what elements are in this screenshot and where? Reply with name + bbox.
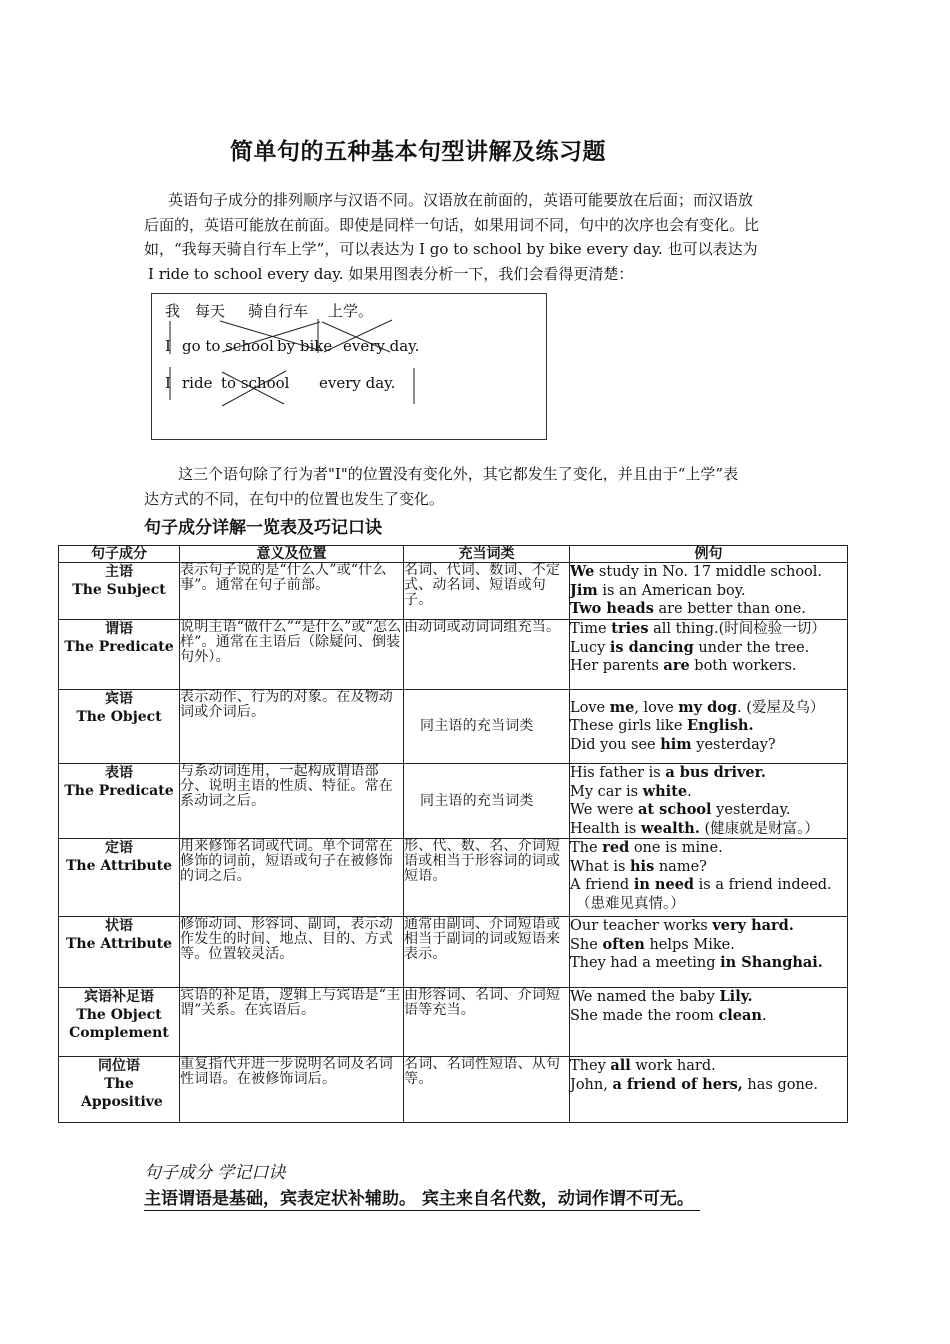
example-highlight: tries — [611, 620, 649, 637]
component-cn: 谓语 — [105, 621, 133, 637]
component-cn: 表语 — [105, 765, 133, 781]
example-sentence — [570, 699, 847, 718]
diagram-en1-by-bike: by bike — [277, 337, 333, 355]
example-text: Did you see — [570, 736, 661, 753]
example-text: The — [570, 840, 603, 856]
example-highlight: wealth. — [640, 819, 700, 837]
example-highlight: me — [609, 698, 635, 716]
example-text: is a friend indeed. — [694, 877, 832, 893]
example-highlight: are — [663, 657, 690, 674]
meaning-cell: 与系动词连用，一起构成谓语部分、说明主语的性质、特征。常在系动词之后。 — [180, 764, 404, 839]
example-text: Love — [570, 699, 610, 716]
example-text: She — [570, 936, 603, 953]
component-en: The Predicate — [64, 783, 174, 799]
component-cell — [59, 988, 180, 1057]
example-text: Time — [570, 621, 612, 637]
example-sentence — [570, 717, 847, 736]
word-class-cell: 形、代、数、名、介词短语或相当于形容词的词或短语。 — [404, 839, 570, 917]
example-sentence — [570, 764, 847, 783]
example-text: work hard. — [630, 1058, 716, 1074]
meaning-cell: 用来修饰名词或代词。单个词常在修饰的词前，短语或句子在被修饰的词之后。 — [180, 839, 404, 917]
example-text: under the tree. — [693, 639, 810, 656]
example-cell — [570, 563, 848, 620]
table-row — [59, 839, 848, 917]
diagram-cn-shangxue: 上学。 — [328, 302, 374, 320]
example-sentence — [570, 1057, 847, 1076]
example-text: . (爱屋及乌） — [737, 699, 825, 716]
example-sentence — [570, 839, 847, 858]
diagram-en2-to-school: to school — [221, 374, 290, 392]
example-text: are better than one. — [653, 601, 806, 617]
example-text: Her parents — [570, 658, 664, 674]
example-highlight: red — [602, 839, 630, 856]
example-highlight: Lily. — [719, 988, 753, 1005]
example-text: both workers. — [689, 658, 797, 674]
example-sentence — [570, 563, 847, 582]
example-highlight: him — [660, 735, 692, 753]
example-sentence — [570, 936, 847, 955]
example-cell — [570, 917, 848, 988]
component-en: The Object Complement — [69, 1007, 169, 1041]
meaning-cell: 修饰动词、形容词、副词，表示动作发生的时间、地点、目的、方式等。位置较灵活。 — [180, 917, 404, 988]
example-highlight: his — [630, 857, 655, 875]
component-en: The Predicate — [64, 639, 174, 655]
diagram-en1-go-to-school: go to school — [182, 337, 274, 355]
example-cell — [570, 1057, 848, 1123]
example-text: Lucy — [570, 639, 610, 656]
component-cn: 状语 — [105, 918, 133, 934]
component-cell — [59, 690, 180, 764]
component-cn: 宾语 — [105, 691, 133, 707]
example-sentence — [570, 1076, 847, 1095]
example-text: study in No. 17 middle school. — [594, 564, 823, 580]
word-class-cell: 名词、名词性短语、从句等。 — [404, 1057, 570, 1123]
example-text: They had a meeting — [570, 955, 721, 971]
intro-line-4: I ride to school every day. 如果用图表分析一下，我们会看得更清楚： — [148, 265, 634, 283]
diagram-en2-every-day: every day. — [319, 374, 396, 392]
rhyme-text: 主语谓语是基础，宾表定状补辅助。 宾主来自名代数，动词作谓不可无。 — [144, 1184, 700, 1211]
example-text: one is mine. — [629, 840, 723, 856]
header-component: 句子成分 — [59, 546, 180, 563]
component-en: The Subject — [72, 582, 166, 598]
example-highlight: very hard. — [712, 917, 794, 934]
example-highlight: English. — [687, 717, 754, 735]
example-highlight: Two heads — [570, 600, 654, 617]
example-sentence — [570, 917, 847, 936]
component-cn: 宾语补足语 — [84, 989, 154, 1005]
component-cell — [59, 917, 180, 988]
example-sentence — [570, 620, 847, 639]
example-text: A friend — [570, 877, 634, 893]
example-text: His father is — [570, 765, 666, 781]
component-cell — [59, 620, 180, 690]
example-text: . — [687, 783, 692, 800]
example-text: all thing.(时间检验一切） — [648, 621, 826, 637]
table-row — [59, 1057, 848, 1123]
diagram-en2-i: I — [165, 374, 171, 392]
word-order-diagram — [151, 293, 547, 440]
example-highlight: all — [610, 1057, 631, 1074]
example-text: We were — [570, 802, 639, 818]
word-class-cell: 由动词或动词词组充当。 — [404, 620, 570, 690]
component-cn: 定语 — [105, 840, 133, 856]
example-sentence — [570, 1007, 847, 1026]
example-highlight: at school — [638, 801, 712, 818]
word-class-cell: 通常由副词、介词短语或相当于副词的词或短语来表示。 — [404, 917, 570, 988]
component-en: The Attribute — [66, 936, 172, 952]
word-class-cell: 由形容词、名词、介词短语等充当。 — [404, 988, 570, 1057]
example-sentence — [570, 895, 847, 914]
example-highlight: a bus driver. — [665, 764, 766, 781]
table-heading: 句子成分详解一览表及巧记口诀 — [144, 518, 382, 538]
example-sentence — [570, 657, 847, 676]
sentence-components-table — [58, 545, 848, 1123]
word-class-cell: 同主语的充当词类 — [404, 764, 570, 839]
example-cell — [570, 764, 848, 839]
example-text: name? — [654, 858, 707, 875]
example-highlight: a friend of hers, — [612, 1075, 743, 1093]
table-row — [59, 620, 848, 690]
header-meaning: 意义及位置 — [180, 546, 404, 563]
example-sentence — [570, 639, 847, 658]
example-text: My car is — [570, 783, 643, 800]
component-cell — [59, 563, 180, 620]
diagram-en2-ride: ride — [182, 374, 213, 392]
page-title: 简单句的五种基本句型讲解及练习题 — [230, 138, 606, 165]
diagram-cn-qizixingche: 骑自行车 — [248, 302, 309, 320]
component-en: The Attribute — [66, 858, 172, 874]
example-sentence — [570, 876, 847, 895]
example-text: What is — [570, 858, 631, 875]
example-text: We named the baby — [570, 989, 720, 1005]
example-text: yesterday. — [711, 802, 791, 818]
example-text: is an American boy. — [597, 582, 746, 599]
example-cell — [570, 620, 848, 690]
example-highlight: is dancing — [609, 638, 694, 656]
example-cell — [570, 690, 848, 764]
header-example: 例句 — [570, 546, 848, 563]
example-text: . — [761, 1007, 767, 1024]
example-sentence — [570, 736, 847, 755]
intro-line-2: 后面的，英语可能放在前面。即使是同样一句话，如果用词不同，句中的次序也会有变化。比 — [144, 216, 760, 234]
example-text: Health is — [570, 820, 641, 837]
diagram-en1-every-day: every day. — [343, 337, 420, 355]
meaning-cell: 表示句子说的是“什么人”或“什么事”。通常在句子前部。 — [180, 563, 404, 620]
meaning-cell: 说明主语“做什么”“是什么”或“怎么样”。通常在主语后（除疑问、倒装句外）。 — [180, 620, 404, 690]
example-text: has gone. — [742, 1076, 818, 1093]
example-highlight: We — [570, 563, 595, 580]
explanation-line-2: 达方式的不同，在句中的位置也发生了变化。 — [144, 490, 445, 508]
intro-line-3: 如，“我每天骑自行车上学”，可以表达为 I go to school by bike every day. 也可以表达为 — [144, 240, 758, 258]
table-row — [59, 988, 848, 1057]
word-class-cell: 名词、代词、数词、不定式、动名词、短语或句子。 — [404, 563, 570, 620]
explanation-line-1: 这三个语句除了行为者"I"的位置没有变化外，其它都发生了变化，并且由于“上学”表 — [178, 465, 739, 483]
example-highlight: Jim — [570, 581, 598, 599]
meaning-cell: 宾语的补足语，逻辑上与宾语是“主谓”关系。在宾语后。 — [180, 988, 404, 1057]
example-text: John, — [570, 1076, 613, 1093]
component-en: The Appositive — [81, 1076, 163, 1110]
meaning-cell: 重复指代并进一步说明名词及名词性词语。在被修饰词后。 — [180, 1057, 404, 1123]
example-sentence — [570, 582, 847, 601]
header-word-class: 充当词类 — [404, 546, 570, 563]
component-cell — [59, 839, 180, 917]
example-text: , love — [634, 699, 679, 716]
intro-line-1: 英语句子成分的排列顺序与汉语不同。汉语放在前面的，英语可能要放在后面；而汉语放 — [168, 191, 754, 209]
table-row — [59, 563, 848, 620]
example-sentence — [570, 858, 847, 877]
table-row — [59, 690, 848, 764]
rhyme-heading: 句子成分 学记口诀 — [144, 1163, 286, 1183]
example-sentence — [570, 988, 847, 1007]
example-sentence — [570, 954, 847, 973]
table-row — [59, 764, 848, 839]
meaning-cell: 表示动作、行为的对象。在及物动词或介词后。 — [180, 690, 404, 764]
example-text: Our teacher works — [570, 918, 713, 934]
example-sentence — [570, 820, 847, 839]
example-highlight: in need — [633, 876, 695, 893]
component-cell — [59, 764, 180, 839]
example-highlight: white — [642, 782, 688, 800]
example-text: These girls like — [570, 718, 688, 735]
example-text: helps Mike. — [644, 936, 735, 953]
word-class-cell: 同主语的充当词类 — [404, 690, 570, 764]
example-text: yesterday? — [691, 736, 776, 753]
diagram-cn-meitian: 每天 — [195, 302, 226, 320]
example-text: They — [570, 1058, 611, 1074]
diagram-cn-wo: 我 — [165, 302, 181, 320]
example-cell — [570, 839, 848, 917]
component-cn: 同位语 — [98, 1058, 140, 1074]
table-header-row — [59, 546, 848, 563]
example-highlight: in Shanghai. — [720, 954, 823, 971]
component-cn: 主语 — [105, 564, 133, 580]
example-cell — [570, 988, 848, 1057]
example-highlight: clean — [718, 1006, 762, 1024]
example-highlight: often — [602, 935, 645, 953]
example-text: (健康就是财富。） — [699, 820, 819, 837]
example-text: （患难见真情。） — [576, 895, 685, 912]
table-row — [59, 917, 848, 988]
diagram-en1-i: I — [165, 337, 171, 355]
example-highlight: my dog — [678, 698, 738, 716]
example-sentence — [570, 600, 847, 619]
example-sentence — [570, 801, 847, 820]
component-cell — [59, 1057, 180, 1123]
component-en: The Object — [76, 709, 162, 725]
example-sentence — [570, 783, 847, 802]
example-text: She made the room — [570, 1007, 719, 1024]
